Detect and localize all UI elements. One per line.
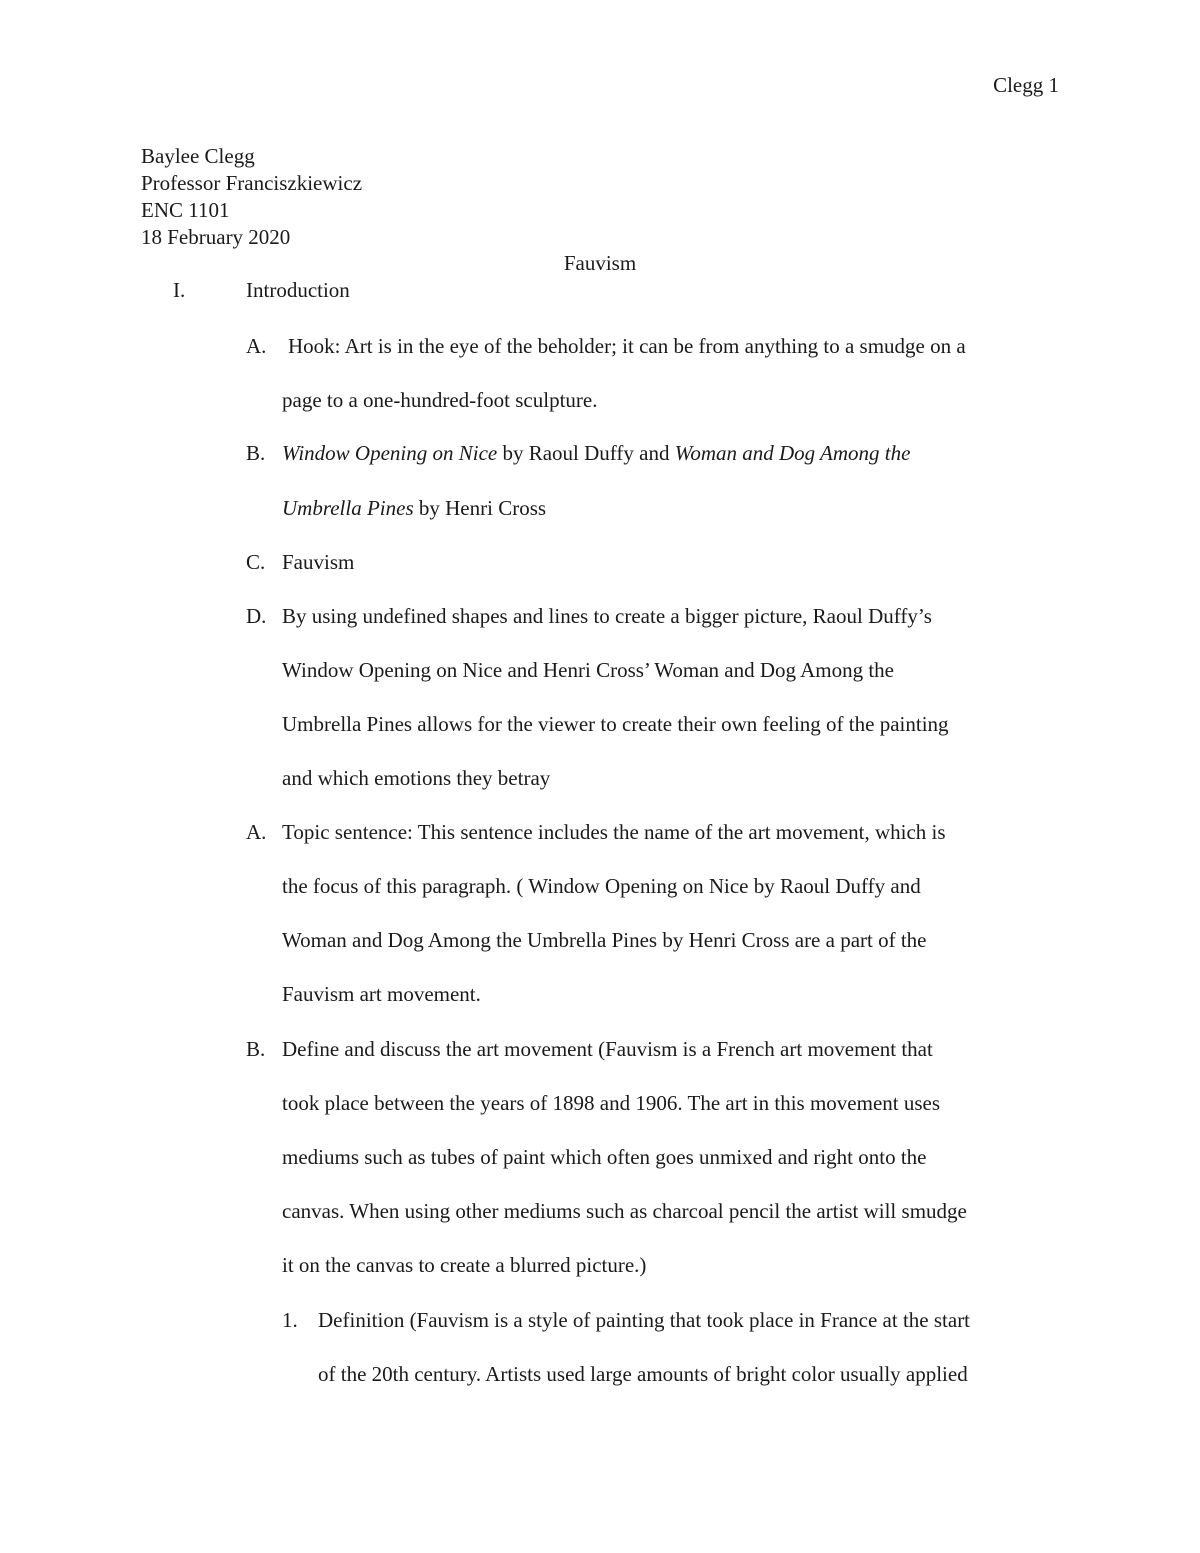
outline-text-line: and which emotions they betray — [282, 766, 551, 790]
page-title: Fauvism — [563, 251, 637, 275]
outline-text-line: Fauvism art movement. — [282, 982, 481, 1006]
outline-text-line: it on the canvas to create a blurred picture.) — [282, 1253, 647, 1277]
outline-marker-c: C. — [246, 550, 266, 574]
outline-marker-1: 1. — [282, 1308, 298, 1332]
outline-text-line: Topic sentence: This sentence includes the name of the art movement, which is — [282, 820, 946, 844]
date-line: 18 February 2020 — [141, 225, 291, 249]
outline-text-line: of the 20th century. Artists used large amounts of bright color usually applied — [318, 1362, 968, 1386]
outline-text-line: Window Opening on Nice and Henri Cross’ Woman and Dog Among the — [282, 658, 895, 682]
outline-marker-i: I. — [173, 278, 186, 302]
outline-marker-a: A. — [246, 820, 267, 844]
outline-marker-b: B. — [246, 1037, 266, 1061]
outline-text-line: Definition (Fauvism is a style of painting that took place in France at the start — [318, 1308, 971, 1332]
outline-text-line: Define and discuss the art movement (Fauvism is a French art movement that — [282, 1037, 933, 1061]
outline-marker-d: D. — [246, 604, 267, 628]
professor-name: Professor Franciszkiewicz — [141, 171, 363, 195]
section-heading-introduction: Introduction — [246, 278, 350, 302]
inline-text: by Henri Cross — [413, 496, 547, 520]
painting-title: Woman and Dog Among the — [674, 441, 911, 465]
inline-text: by Raoul Duffy and — [497, 441, 675, 465]
outline-text-line: Umbrella Pines allows for the viewer to create their own feeling of the painting — [282, 712, 949, 736]
page-number-header: Clegg 1 — [993, 73, 1059, 97]
outline-text-line: By using undefined shapes and lines to create a bigger picture, Raoul Duffy’s — [282, 604, 932, 628]
outline-text-line: took place between the years of 1898 and 1906. The art in this movement uses — [282, 1091, 941, 1115]
outline-marker-b: B. — [246, 441, 266, 465]
outline-marker-a: A. — [246, 334, 267, 358]
outline-text-line: mediums such as tubes of paint which often goes unmixed and right onto the — [282, 1145, 927, 1169]
outline-text-line — [282, 495, 546, 522]
outline-text-line: Woman and Dog Among the Umbrella Pines by Henri Cross are a part of the — [282, 928, 927, 952]
student-name: Baylee Clegg — [141, 144, 255, 168]
outline-text-line — [282, 440, 910, 467]
outline-text-line: Fauvism — [282, 550, 355, 574]
outline-text-line: the focus of this paragraph. ( Window Opening on Nice by Raoul Duffy and — [282, 874, 921, 898]
painting-title: Umbrella Pines — [282, 496, 414, 520]
outline-text-line: page to a one-hundred-foot sculpture. — [282, 388, 598, 412]
course-code: ENC 1101 — [141, 198, 230, 222]
outline-text-line: canvas. When using other mediums such as charcoal pencil the artist will smudge — [282, 1199, 967, 1223]
outline-text-line: Hook: Art is in the eye of the beholder; it can be from anything to a smudge on a — [288, 334, 966, 358]
painting-title: Window Opening on Nice — [282, 441, 498, 465]
